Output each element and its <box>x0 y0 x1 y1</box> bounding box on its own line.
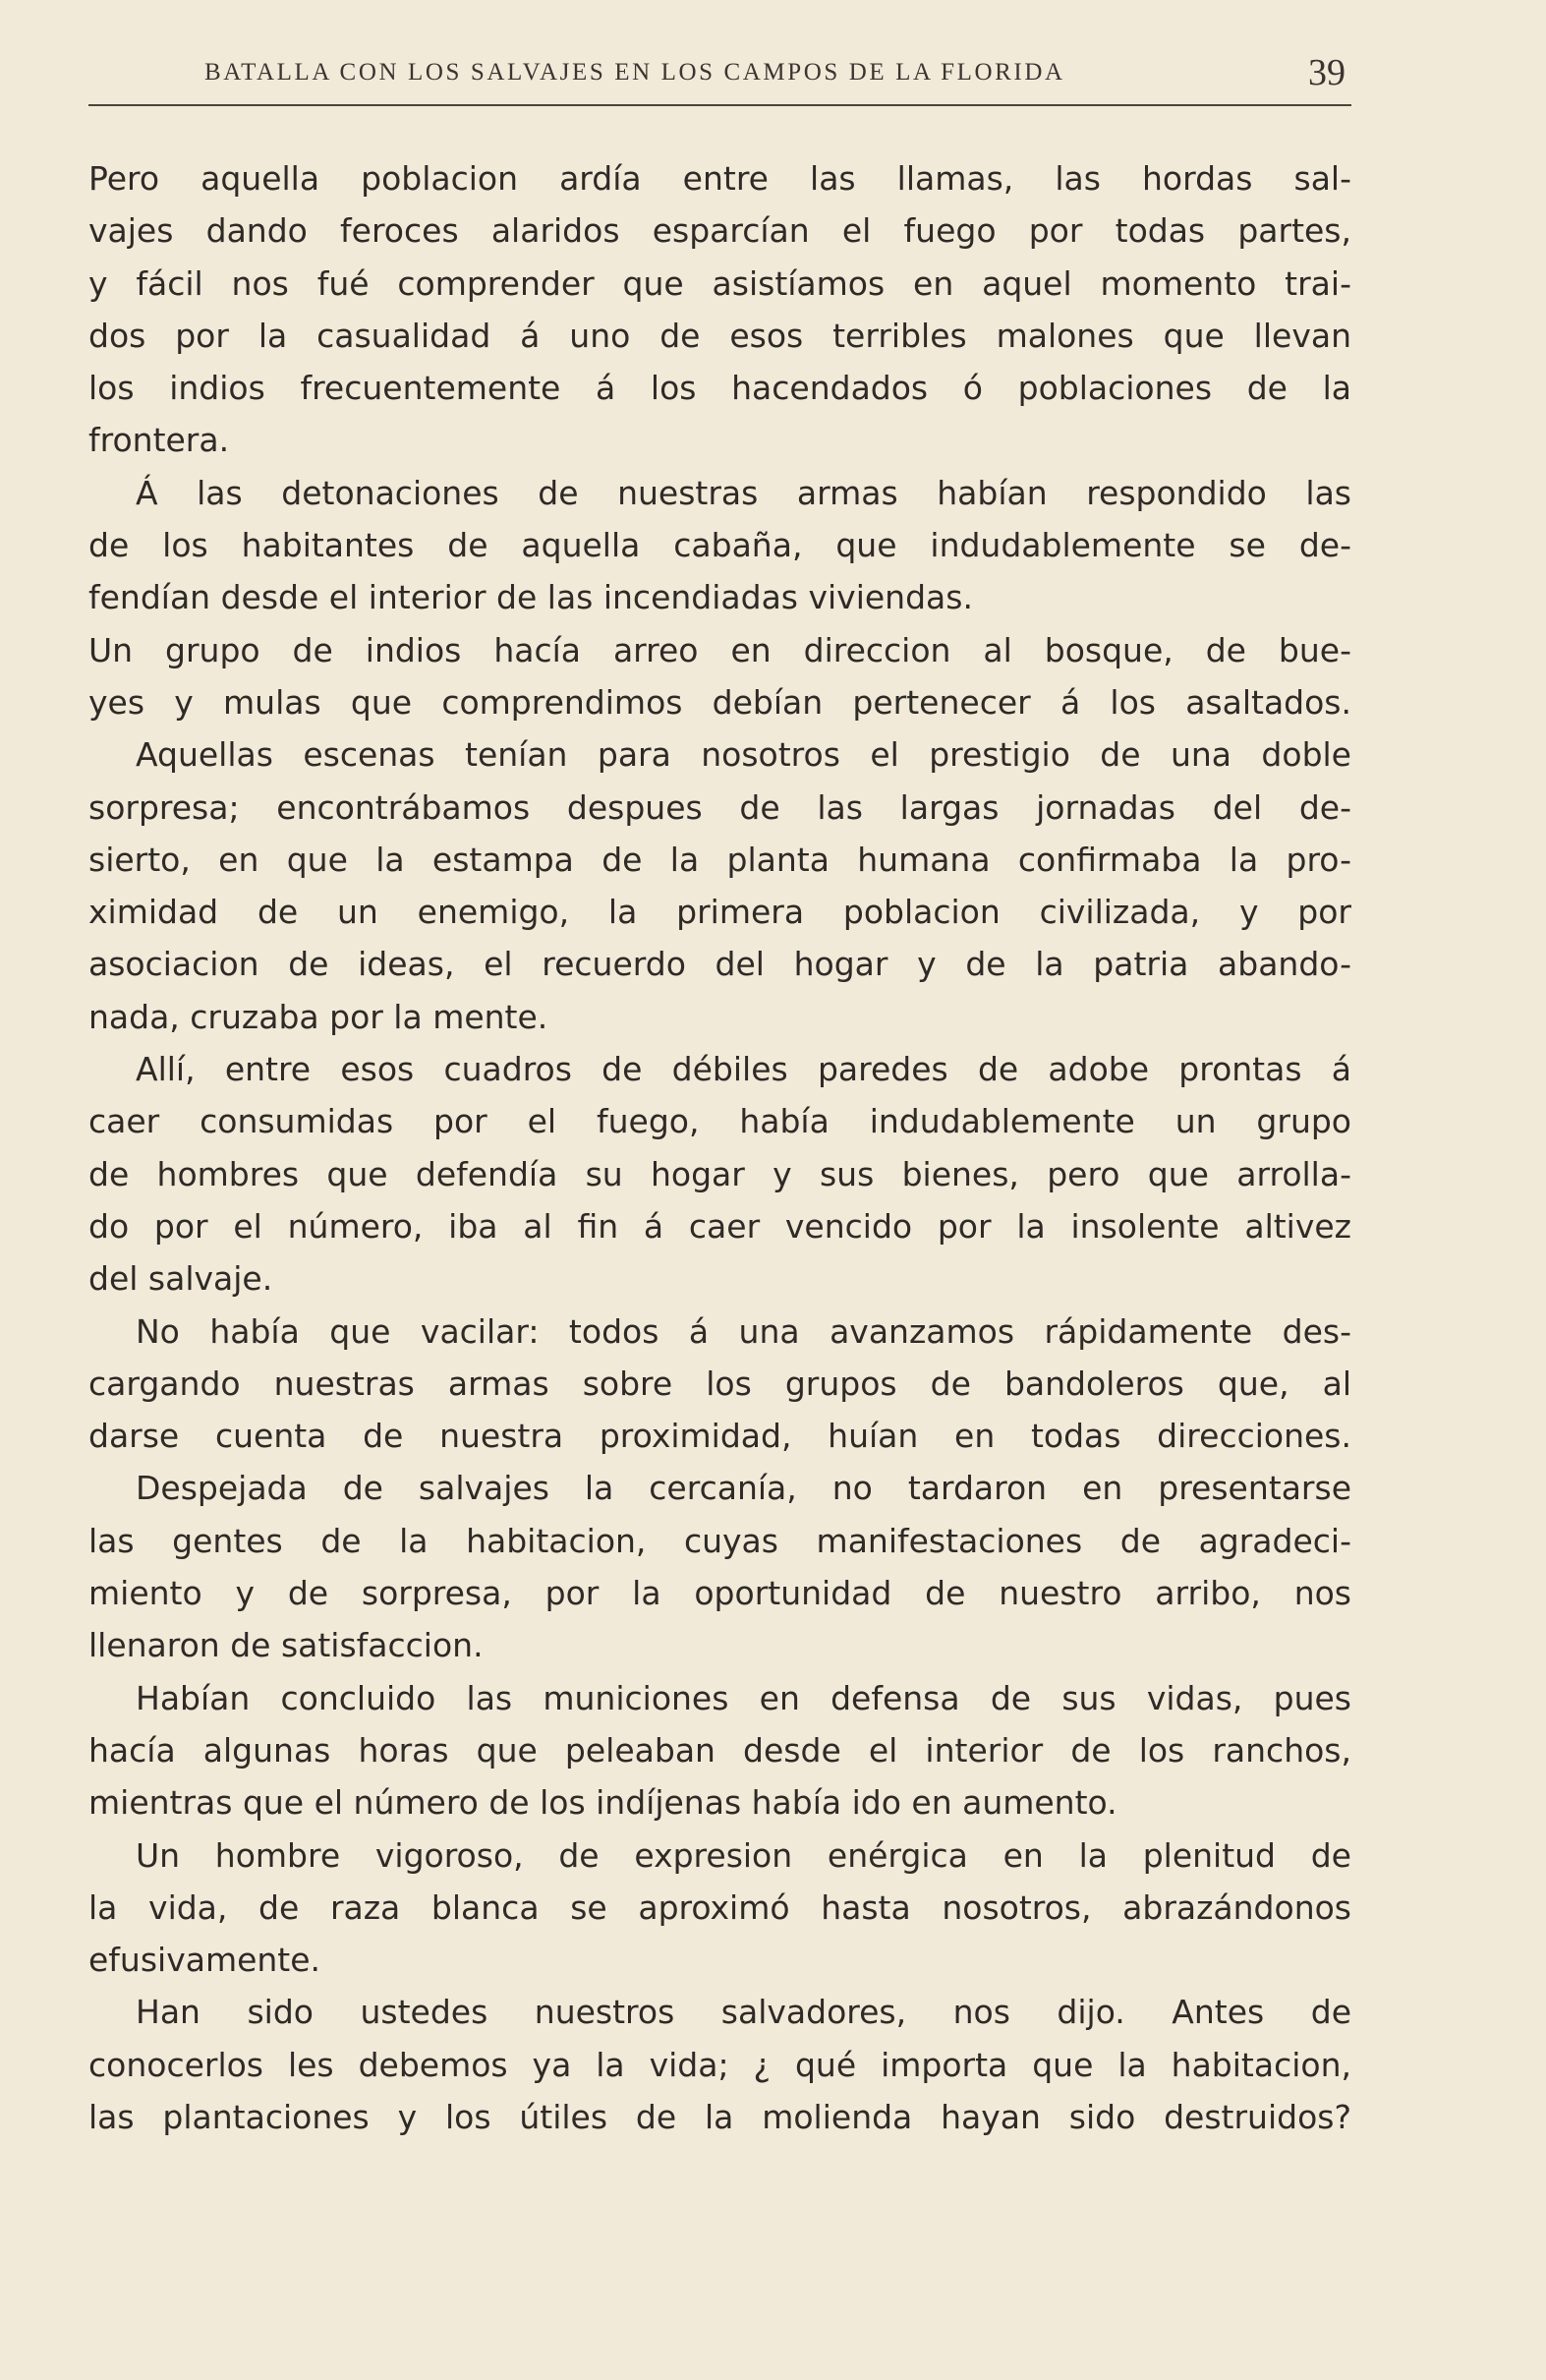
text-line: darse cuenta de nuestra proximidad, huían en todas direcciones. <box>88 1417 1351 1456</box>
page-header <box>88 51 1351 106</box>
running-title: BATALLA CON LOS SALVAJES EN LOS CAMPOS DE LA FLORIDA <box>204 59 1065 86</box>
text-line: llenaron de satisfaccion. <box>88 1626 484 1665</box>
body-text <box>88 152 1351 2143</box>
text-line: asociacion de ideas, el recuerdo del hogar y de la patria abando- <box>88 945 1351 984</box>
text-line: mientras que el número de los indíjenas había ido en aumento. <box>88 1783 1117 1823</box>
text-line: y fácil nos fué comprender que asistíamos en aquel momento trai- <box>88 263 1351 303</box>
header-rule <box>88 104 1351 106</box>
text-line: caer consumidas por el fuego, había indudablemente un grupo <box>88 1102 1351 1141</box>
text-line: yes y mulas que comprendimos debían pertenecer á los asaltados. <box>88 682 1351 722</box>
text-line: sorpresa; encontrábamos despues de las largas jornadas del de- <box>88 787 1351 827</box>
text-line: ximidad de un enemigo, la primera poblacion civilizada, y por <box>88 893 1351 932</box>
text-line: frontera. <box>88 421 230 460</box>
text-line: Allí, entre esos cuadros de débiles paredes de adobe prontas á <box>136 1050 1351 1089</box>
text-line: de los habitantes de aquella cabaña, que indudablemente se de- <box>88 526 1351 565</box>
text-line: efusivamente. <box>88 1941 321 1980</box>
text-line: fendían desde el interior de las incendiadas viviendas. <box>88 578 973 617</box>
page-number: 39 <box>1308 52 1346 93</box>
text-line: las gentes de la habitacion, cuyas manifestaciones de agradeci- <box>88 1521 1351 1560</box>
text-line: Aquellas escenas tenían para nosotros el prestigio de una doble <box>136 735 1351 775</box>
text-line: Han sido ustedes nuestros salvadores, nos dijo. Antes de <box>136 1993 1351 2032</box>
text-line: No había que vacilar: todos á una avanzamos rápidamente des- <box>136 1311 1351 1351</box>
text-line: del salvaje. <box>88 1259 273 1299</box>
text-line: Despejada de salvajes la cercanía, no tardaron en presentarse <box>136 1469 1351 1508</box>
text-line: Habían concluido las municiones en defensa de sus vidas, pues <box>136 1678 1351 1717</box>
text-line: do por el número, iba al fin á caer vencido por la insolente altivez <box>88 1206 1351 1246</box>
text-line: Un hombre vigoroso, de expresion enérgica en la plenitud de <box>136 1835 1351 1875</box>
text-line: miento y de sorpresa, por la oportunidad de nuestro arribo, nos <box>88 1574 1351 1613</box>
text-line: conocerlos les debemos ya la vida; ¿ qué importa que la habitacion, <box>88 2045 1351 2084</box>
text-line: Pero aquella poblacion ardía entre las llamas, las hordas sal- <box>88 159 1351 198</box>
text-line: Un grupo de indios hacía arreo en direccion al bosque, de bue- <box>88 630 1351 669</box>
text-line: nada, cruzaba por la mente. <box>88 997 548 1036</box>
text-line: vajes dando feroces alaridos esparcían el fuego por todas partes, <box>88 211 1351 251</box>
text-line: de hombres que defendía su hogar y sus bienes, pero que arrolla- <box>88 1154 1351 1193</box>
text-line: los indios frecuentemente á los hacendados ó poblaciones de la <box>88 369 1351 408</box>
text-line: hacía algunas horas que peleaban desde el interior de los ranchos, <box>88 1730 1351 1770</box>
text-line: dos por la casualidad á uno de esos terribles malones que llevan <box>88 316 1351 355</box>
text-line: cargando nuestras armas sobre los grupos de bandoleros que, al <box>88 1364 1351 1403</box>
text-line: las plantaciones y los útiles de la molienda hayan sido destruidos? <box>88 2097 1351 2136</box>
text-line: Á las detonaciones de nuestras armas habían respondido las <box>136 473 1351 512</box>
text-line: sierto, en que la estampa de la planta humana confirmaba la pro- <box>88 840 1351 879</box>
text-line: la vida, de raza blanca se aproximó hasta nosotros, abrazándonos <box>88 1887 1351 1927</box>
